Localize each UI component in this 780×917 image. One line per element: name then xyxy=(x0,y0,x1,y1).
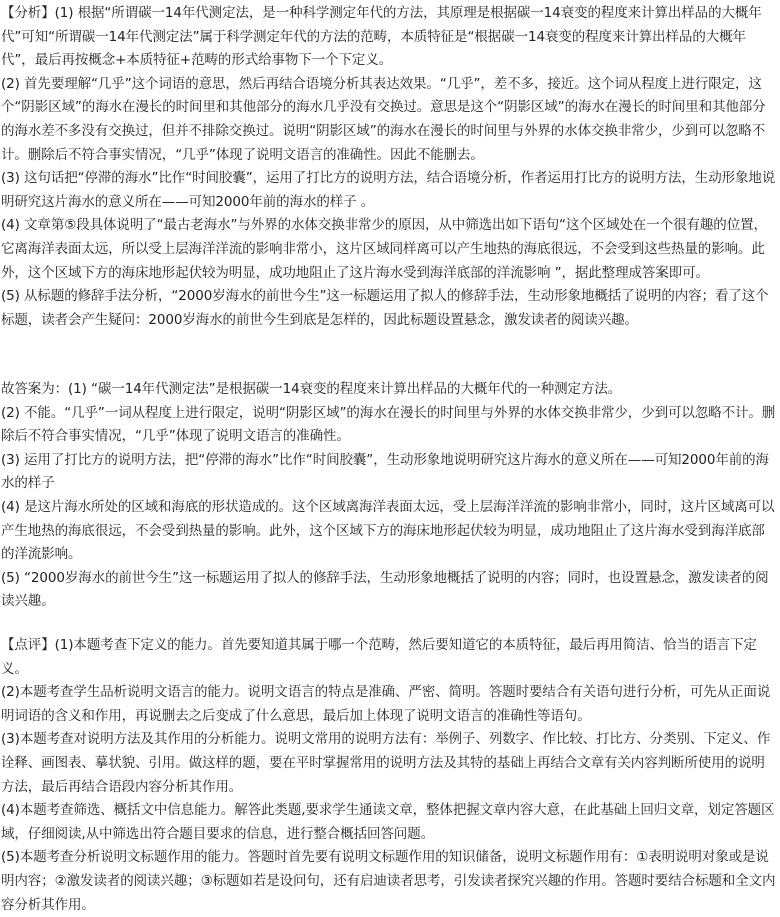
analysis-paragraph-3: (3) 这句话把“停滞的海水”比作“时间胶囊”，运用了打比方的说明方法，结合语境分析，作者运用打比方的说明方法，生动形象地说明研究这片海水的意义所在——可知2000年前的海水的样子 。 xyxy=(1,170,776,210)
analysis-section xyxy=(0,2,777,332)
review-paragraph-1: 【点评】(1)本题考查下定义的能力。首先要知道其属于哪一个范畴，然后要知道它的本质特征，最后再用简洁、恰当的语言下定义。 xyxy=(1,637,757,677)
answer-paragraph-3: (3) 运用了打比方的说明方法，把“停滞的海水”比作“时间胶囊”，生动形象地说明研究这片海水的意义所在——可知2000年前的海水的样子 xyxy=(1,451,769,492)
review-paragraph-3: (3)本题考查对说明方法及其作用的分析能力。说明文常用的说明方法有：举例子、列数字、作比较、打比方、分类别、下定义、作诠释、画图表、摹状貌、引用。做这样的题，要在平时掌握常用的说明方法及其特的基础上再结合文章有关内容判断所使用的说明方法，最后再结合语段内容分析其作用。 xyxy=(1,731,771,795)
analysis-intro-paragraph: 【分析】(1) 根据“所谓碳一14年代测定法，是一种科学测定年代的方法，其原理是根据碳一14衰变的程度来计算出样品的大概年代”可知“所谓碳一14年代测定法”属于科学测定年代的方法的范畴，本质特征是“根据碳一14衰变的程度来计算出样品的大概年代”，最后再按概念+本质特征+范畴的形式给事物下一个下定义。 xyxy=(1,5,762,69)
answer-paragraph-2: (2) 不能。“几乎”一词从程度上进行限定，说明“阴影区域”的海水在漫长的时间里与外界的水体交换非常少，少到可以忽略不计。删除后不符合事实情况，“几乎”体现了说明文语言的准确性。 xyxy=(1,404,776,445)
answer-paragraph-4: (4) 是这片海水所处的区域和海底的形状造成的。这个区域离海洋表面太远，受上层海洋洋流的影响非常小，同时，这片区域离可以产生地热的海底很远，不会受到热量的影响。此外，这个区域下方的海床地形起伏较为明显，成功地阻止了这片海水受到海洋底部的洋流影响。 xyxy=(1,498,775,563)
review-paragraph-2: (2)本题考查学生品析说明文语言的能力。说明文语言的特点是准确、严密、简明。答题时要结合有关语句进行分析，可先从正面说明词语的含义和作用，再说删去之后变成了什么意思，最后加上体现了说明文语言的准确性等语句。 xyxy=(1,684,771,724)
analysis-paragraph-4: (4) 文章第⑤段具体说明了“最古老海水”与外界的水体交换非常少的原因，从中筛选出如下语句“这个区域处在一个很有趣的位置，它离海洋表面太远，所以受上层海洋洋流的影响非常小，这片区域同样离可以产生地热的海底很远，不会受到这些热量的影响。此外，这个区域下方的海床地形起伏较为明显，成功地阻止了这片海水受到海洋底部的洋流影响 ”，据此整理成答案即可。 xyxy=(1,217,767,281)
answer-paragraph-1: 故答案为：(1) “碳一14年代测定法”是根据碳一14衰变的程度来计算出样品的大概年代的一种测定方法。 xyxy=(1,381,622,397)
answer-section xyxy=(0,378,777,614)
review-section xyxy=(0,634,777,917)
analysis-paragraph-2: (2) 首先要理解“几乎”这个词语的意思，然后再结合语境分析其表达效果。“几乎”，差不多，接近。这个词从程度上进行限定，这个“阴影区域”的海水在漫长的时间里和其他部分的海水几乎没有交换过。意思是这个“阴影区域”的海水在漫长的时间里和其他部分的海水差不多没有交换过，但并不排除交换过。说明“阴影区域”的海水在漫长的时间里与外界的水体交换非常少，少到可以忽略不计。删除后不符合事实情况，“几乎”体现了说明文语言的准确性。因此不能删去。 xyxy=(1,75,766,163)
answer-paragraph-5: (5) “2000岁海水的前世今生”这一标题运用了拟人的修辞手法，生动形象地概括了说明的内容；同时，也设置悬念，激发读者的阅读兴趣。 xyxy=(1,569,769,610)
review-paragraph-5: (5)本题考查分析说明文标题作用的能力。答题时首先要有说明文标题作用的知识储备，说明文标题作用有：①表明说明对象或是说明内容；②激发读者的阅读兴趣；③标题如若是设问句，还有启迪读者思考，引发读者探究兴趣的作用。答题时要结合标题和全文内容分析其作用。 xyxy=(1,849,776,913)
analysis-paragraph-5: (5) 从标题的修辞手法分析，“2000岁海水的前世今生”这一标题运用了拟人的修辞手法，生动形象地概括了说明的内容；看了这个标题，读者会产生疑问：2000岁海水的前世今生到底是怎样的，因此标题设置悬念，激发读者的阅读兴趣。 xyxy=(1,288,769,328)
review-paragraph-4: (4)本题考查筛选、概括文中信息能力。解答此类题,要求学生通读文章，整体把握文章内容大意，在此基础上回归文章，划定答题区域，仔细阅读,从中筛选出符合题目要求的信息，进行整合概括回答问题。 xyxy=(1,802,775,842)
